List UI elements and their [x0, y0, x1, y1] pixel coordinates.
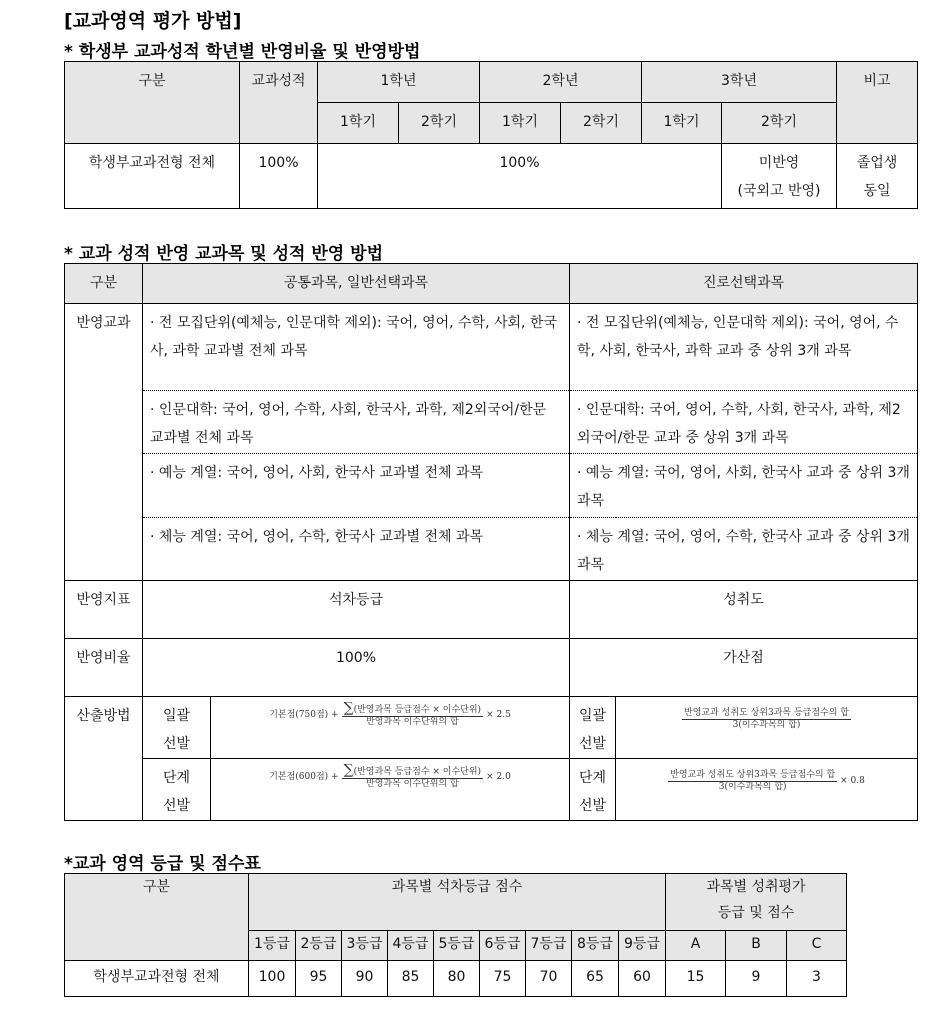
subjects-method-table — [64, 263, 918, 821]
page-title: [교과영역 평가 방법] — [64, 10, 242, 32]
method-label-line1: 단계 — [578, 770, 607, 786]
grade-score-table — [64, 873, 847, 997]
ach-value-b: 9 — [726, 961, 787, 997]
table-row — [65, 144, 918, 209]
rank-value-8: 65 — [572, 961, 619, 997]
formula-fraction — [342, 762, 483, 790]
subjects-career-2: · 예능 계열: 국어, 영어, 사회, 한국사 교과 중 상위 3개 과목 — [570, 454, 918, 518]
header-note: 비고 — [837, 62, 918, 144]
row-span-value: 100% — [318, 144, 722, 209]
header-rank-9: 9등급 — [619, 931, 666, 961]
header-rank-2: 2등급 — [296, 931, 342, 961]
formula-denominator: 3(이수과목의 합) — [732, 720, 801, 730]
header-ach-a: A — [666, 931, 726, 961]
header-rank-scores: 과목별 석차등급 점수 — [249, 874, 666, 931]
rank-value-4: 85 — [388, 961, 434, 997]
subjects-career-0: · 전 모집단위(예체능, 인문대학 제외): 국어, 영어, 수학, 사회, 한국사, 과학 교과 중 상위 3개 과목 — [570, 304, 918, 391]
ratio-career: 가산점 — [570, 639, 918, 697]
subjects-label: 반영교과 — [65, 304, 143, 581]
rank-value-5: 80 — [434, 961, 480, 997]
header-y1-s1: 1학기 — [318, 103, 399, 144]
subjects-career-1: · 인문대학: 국어, 영어, 수학, 사회, 한국사, 과학, 제2외국어/한문 교과 중 상위 3개 과목 — [570, 391, 918, 454]
formula-base: 기본점(750점) + — [269, 710, 339, 720]
rank-value-1: 100 — [249, 961, 296, 997]
header-grades: 교과성적 — [240, 62, 318, 144]
header-rank-7: 7등급 — [526, 931, 572, 961]
calc-method-label-1 — [143, 759, 211, 821]
method-label-line1: 일괄 — [162, 708, 191, 724]
row-grades: 100% — [240, 144, 318, 209]
header-y3-s2: 2학기 — [722, 103, 837, 144]
header-category: 구분 — [65, 874, 249, 961]
header-rank-4: 4등급 — [388, 931, 434, 961]
y3s2-line1: 미반영 — [758, 155, 800, 171]
indicator-career: 성취도 — [570, 581, 918, 639]
header-category: 구분 — [65, 264, 143, 304]
note-line2: 동일 — [863, 183, 891, 199]
header-achievement — [666, 874, 847, 931]
formula — [269, 762, 511, 790]
ach-value-c: 3 — [787, 961, 847, 997]
header-rank-8: 8등급 — [572, 931, 619, 961]
row-category: 학생부교과전형 전체 — [65, 961, 249, 997]
formula — [269, 700, 511, 728]
header-rank-6: 6등급 — [480, 931, 526, 961]
achievement-line1: 과목별 성취평가 — [706, 879, 806, 895]
method-label-line2: 선발 — [162, 798, 191, 814]
method-label-line2: 선발 — [578, 798, 607, 814]
header-rank-5: 5등급 — [434, 931, 480, 961]
rank-value-6: 75 — [480, 961, 526, 997]
formula-multiplier: × 2.0 — [486, 772, 511, 782]
formula-denominator: 반영과목 이수단위의 합 — [366, 779, 459, 789]
rank-value-9: 60 — [619, 961, 666, 997]
section-title-grade-scores: *교과 영역 등급 및 점수표 — [64, 854, 261, 874]
subjects-common-1: · 인문대학: 국어, 영어, 수학, 사회, 한국사, 과학, 제2외국어/한문 교과별 전체 과목 — [143, 391, 570, 454]
header-career: 진로선택과목 — [570, 264, 918, 304]
header-common: 공통과목, 일반선택과목 — [143, 264, 570, 304]
formula-denominator: 반영과목 이수단위의 합 — [366, 717, 459, 727]
header-y2-s1: 1학기 — [480, 103, 561, 144]
subjects-common-0: · 전 모집단위(예체능, 인문대학 제외): 국어, 영어, 수학, 사회, 한국사, 과학 교과별 전체 과목 — [143, 304, 570, 391]
subjects-career-3: · 체능 계열: 국어, 영어, 수학, 한국사 교과 중 상위 3개 과목 — [570, 518, 918, 581]
rank-value-2: 95 — [296, 961, 342, 997]
calc-career-formula-0 — [616, 697, 918, 759]
header-category: 구분 — [65, 62, 240, 144]
formula-numerator: 반영교과 성취도 상위3과목 등급점수의 합 — [684, 708, 849, 718]
header-ach-c: C — [787, 931, 847, 961]
header-ach-b: B — [726, 931, 787, 961]
y3s2-line2: (국외고 반영) — [737, 183, 821, 199]
formula-multiplier: × 0.8 — [840, 776, 865, 786]
formula-numerator: (반영과목 등급점수 × 이수단위) — [353, 767, 482, 777]
formula-fraction — [342, 700, 483, 728]
row-y3-s2 — [722, 144, 837, 209]
note-line1: 졸업생 — [856, 155, 898, 171]
header-year2: 2학년 — [480, 62, 642, 103]
header-rank-1: 1등급 — [249, 931, 296, 961]
rank-value-7: 70 — [526, 961, 572, 997]
calc-method-label-0 — [143, 697, 211, 759]
formula-numerator: (반영과목 등급점수 × 이수단위) — [353, 705, 482, 715]
calc-method-label-career-0 — [570, 697, 616, 759]
ach-value-a: 15 — [666, 961, 726, 997]
formula-denominator: 3(이수과목의 합) — [718, 782, 787, 792]
ratio-label: 반영비율 — [65, 639, 143, 697]
yearly-ratio-table — [64, 61, 918, 209]
method-label-line1: 단계 — [162, 770, 191, 786]
calc-method-label-career-1 — [570, 759, 616, 821]
table-row — [65, 961, 847, 997]
calc-common-formula-1 — [211, 759, 570, 821]
subjects-common-2: · 예능 계열: 국어, 영어, 사회, 한국사 교과별 전체 과목 — [143, 454, 570, 518]
header-rank-3: 3등급 — [342, 931, 388, 961]
formula-fraction — [682, 708, 851, 731]
section-title-yearly-ratio: * 학생부 교과성적 학년별 반영비율 및 반영방법 — [64, 42, 421, 62]
header-y2-s2: 2학기 — [561, 103, 642, 144]
sigma-icon: ∑ — [343, 762, 354, 778]
method-label-line2: 선발 — [578, 736, 607, 752]
calc-common-formula-0 — [211, 697, 570, 759]
ratio-common: 100% — [143, 639, 570, 697]
header-year1: 1학년 — [318, 62, 480, 103]
formula-multiplier: × 2.5 — [486, 710, 511, 720]
indicator-label: 반영지표 — [65, 581, 143, 639]
calc-label: 산출방법 — [65, 697, 143, 821]
formula — [668, 770, 865, 793]
formula-fraction — [668, 770, 837, 793]
sigma-icon: ∑ — [343, 700, 354, 716]
achievement-line2: 등급 및 점수 — [717, 905, 795, 921]
calc-career-formula-1 — [616, 759, 918, 821]
indicator-common: 석차등급 — [143, 581, 570, 639]
section-title-subjects: * 교과 성적 반영 교과목 및 성적 반영 방법 — [64, 244, 383, 264]
rank-value-3: 90 — [342, 961, 388, 997]
header-y1-s2: 2학기 — [399, 103, 480, 144]
subjects-common-3: · 체능 계열: 국어, 영어, 수학, 한국사 교과별 전체 과목 — [143, 518, 570, 581]
formula — [682, 708, 851, 731]
header-year3: 3학년 — [642, 62, 837, 103]
row-category: 학생부교과전형 전체 — [65, 144, 240, 209]
formula-base: 기본점(600점) + — [269, 772, 339, 782]
method-label-line2: 선발 — [162, 736, 191, 752]
formula-numerator: 반영교과 성취도 상위3과목 등급점수의 합 — [670, 770, 836, 780]
method-label-line1: 일괄 — [578, 708, 607, 724]
row-note — [837, 144, 918, 209]
header-y3-s1: 1학기 — [642, 103, 722, 144]
